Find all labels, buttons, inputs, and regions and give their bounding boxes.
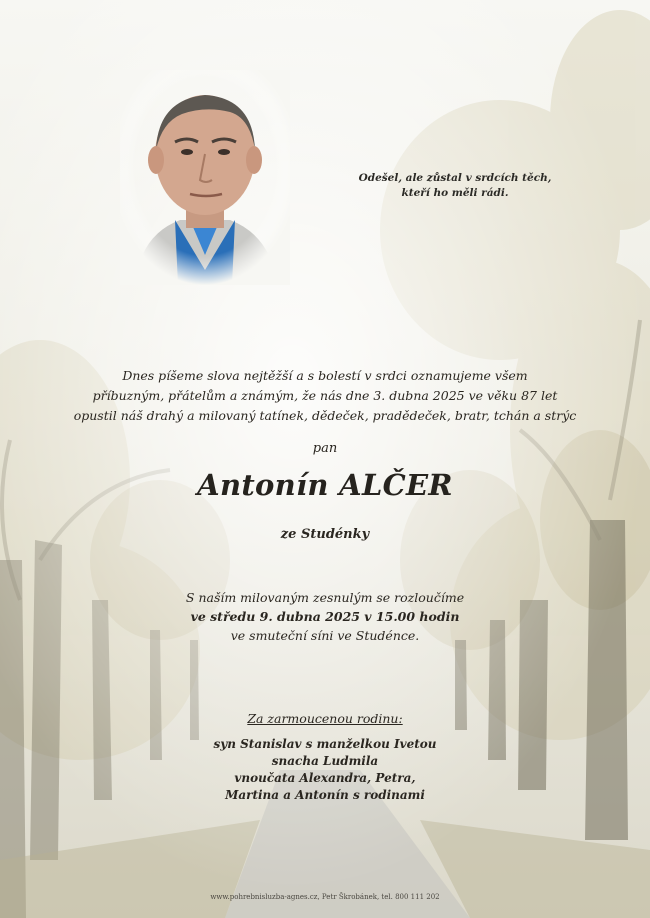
family-member: vnoučata Alexandra, Petra, xyxy=(234,771,416,785)
funeral-details xyxy=(0,588,650,645)
family-heading: Za zarmoucenou rodinu: xyxy=(247,711,403,726)
family-list xyxy=(0,736,650,804)
announcement-text xyxy=(30,366,620,426)
announcement-line: opustil náš drahý a milovaný tatínek, dědeček, pradědeček, bratr, tchán a strýc xyxy=(73,408,577,423)
quote-line: Odešel, ale zůstal v srdcích těch, xyxy=(358,172,552,184)
memorial-quote xyxy=(340,171,570,201)
quote-line: kteří ho měli rádi. xyxy=(401,187,509,199)
family-member: Martina a Antonín s rodinami xyxy=(225,788,425,802)
deceased-origin: ze Studénky xyxy=(280,527,370,542)
family-member: snacha Ludmila xyxy=(271,754,379,768)
funeral-place: ve smuteční síni ve Studénce. xyxy=(230,628,420,643)
funeral-service-footer: www.pohrebnisluzba-agnes.cz, Petr Škrobánek, tel. 800 111 202 xyxy=(210,893,440,901)
announcement-line: příbuzným, přátelům a známým, že nás dne 3. dubna 2025 ve věku 87 let xyxy=(92,388,558,403)
announcement-line: Dnes píšeme slova nejtěžší a s bolestí v srdci oznamujeme všem xyxy=(122,368,528,383)
portrait-photo xyxy=(120,70,290,285)
honorific: pan xyxy=(312,441,338,456)
deceased-name: Antonín ALČER xyxy=(197,468,453,502)
funeral-line: S naším milovaným zesnulým se rozloučíme xyxy=(185,590,465,605)
funeral-date: ve středu 9. dubna 2025 v 15.00 hodin xyxy=(190,609,460,624)
family-member: syn Stanislav s manželkou Ivetou xyxy=(213,737,437,751)
